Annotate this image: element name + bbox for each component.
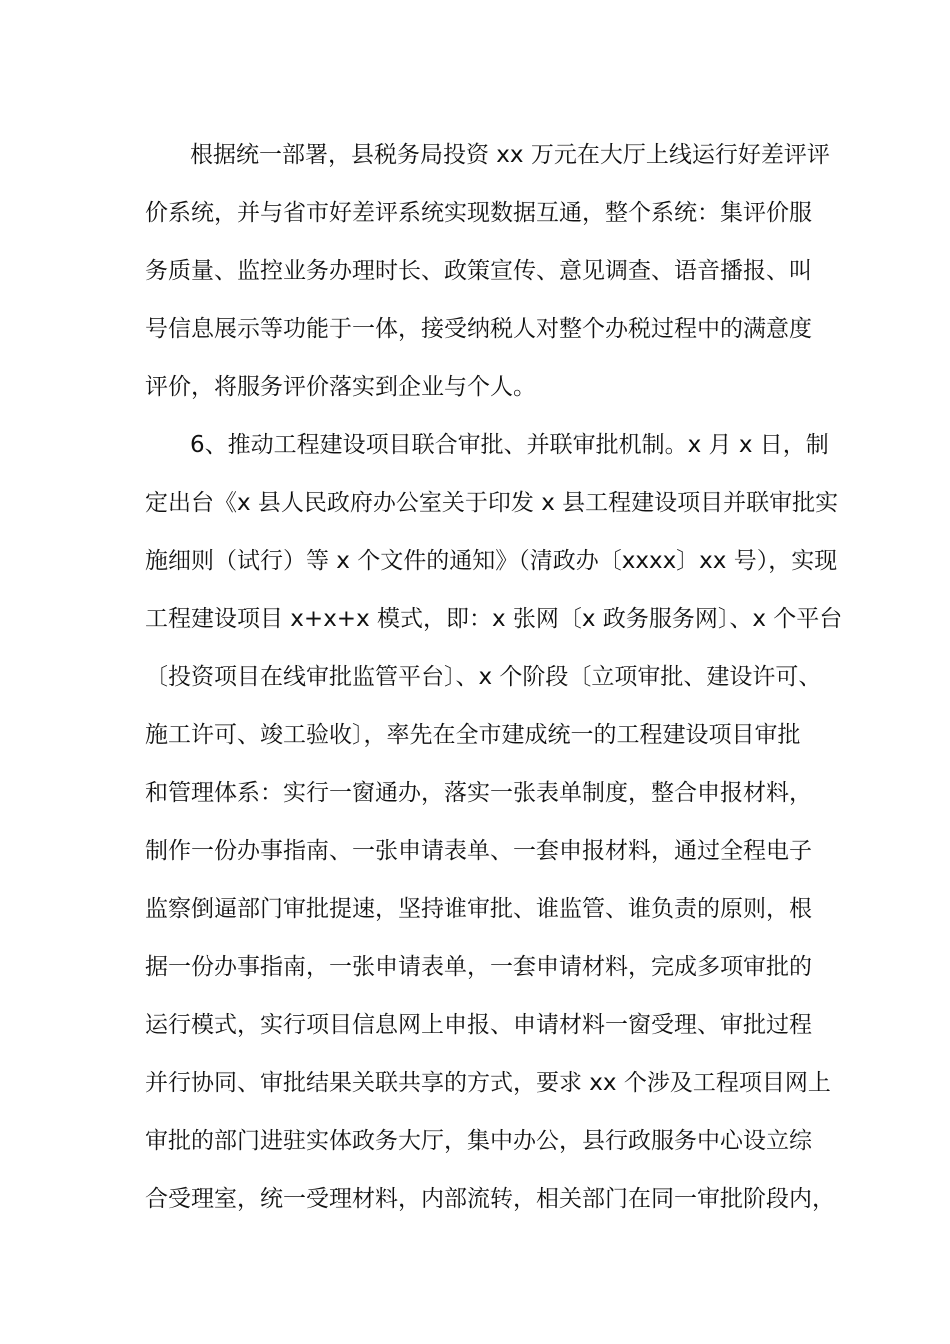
paragraph-2-line-11: 运行模式，实行项目信息网上申报、申请材料一窗受理、审批过程 <box>145 1012 812 1038</box>
paragraph-2-line-9: 监察倒逼部门审批提速，坚持谁审批、谁监管、谁负责的原则，根 <box>145 896 812 922</box>
paragraph-2-line-10: 据一份办事指南，一张申请表单，一套申请材料，完成多项审批的 <box>145 954 812 980</box>
paragraph-2-line-7: 和管理体系：实行一窗通办，落实一张表单制度，整合申报材料， <box>145 780 812 806</box>
paragraph-2-line-8: 制作一份办事指南、一张申请表单、一套申报材料，通过全程电子 <box>145 838 812 864</box>
paragraph-1-line-1: 根据统一部署，县税务局投资 xx 万元在大厅上线运行好差评评 <box>190 142 830 168</box>
paragraph-2-line-6: 施工许可、竣工验收〕，率先在全市建成统一的工程建设项目审批 <box>145 722 801 748</box>
paragraph-2-line-14: 合受理室，统一受理材料，内部流转，相关部门在同一审批阶段内， <box>145 1186 835 1212</box>
paragraph-2-line-3: 施细则（试行）等 x 个文件的通知》（清政办〔xxxx〕xx 号），实现 <box>145 548 838 574</box>
paragraph-2-line-13: 审批的部门进驻实体政务大厅，集中办公，县行政服务中心设立综 <box>145 1128 812 1154</box>
paragraph-1-line-4: 号信息展示等功能于一体，接受纳税人对整个办税过程中的满意度 <box>145 316 812 342</box>
paragraph-2-line-12: 并行协同、审批结果关联共享的方式，要求 xx 个涉及工程项目网上 <box>145 1070 831 1096</box>
paragraph-2-line-5: 〔投资项目在线审批监管平台〕、x 个阶段〔立项审批、建设许可、 <box>145 664 822 690</box>
paragraph-2-line-2: 定出台《x 县人民政府办公室关于印发 x 县工程建设项目并联审批实 <box>145 490 839 516</box>
paragraph-2-line-1: 6、推动工程建设项目联合审批、并联审批机制。x 月 x 日，制 <box>190 432 829 458</box>
paragraph-1-line-5: 评价，将服务评价落实到企业与个人。 <box>145 374 536 400</box>
paragraph-2-line-4: 工程建设项目 x+x+x 模式，即：x 张网〔x 政务服务网〕、x 个平台 <box>145 606 843 632</box>
paragraph-1-line-3: 务质量、监控业务办理时长、政策宣传、意见调查、语音播报、叫 <box>145 258 812 284</box>
paragraph-1-line-2: 价系统，并与省市好差评系统实现数据互通，整个系统：集评价服 <box>145 200 812 226</box>
